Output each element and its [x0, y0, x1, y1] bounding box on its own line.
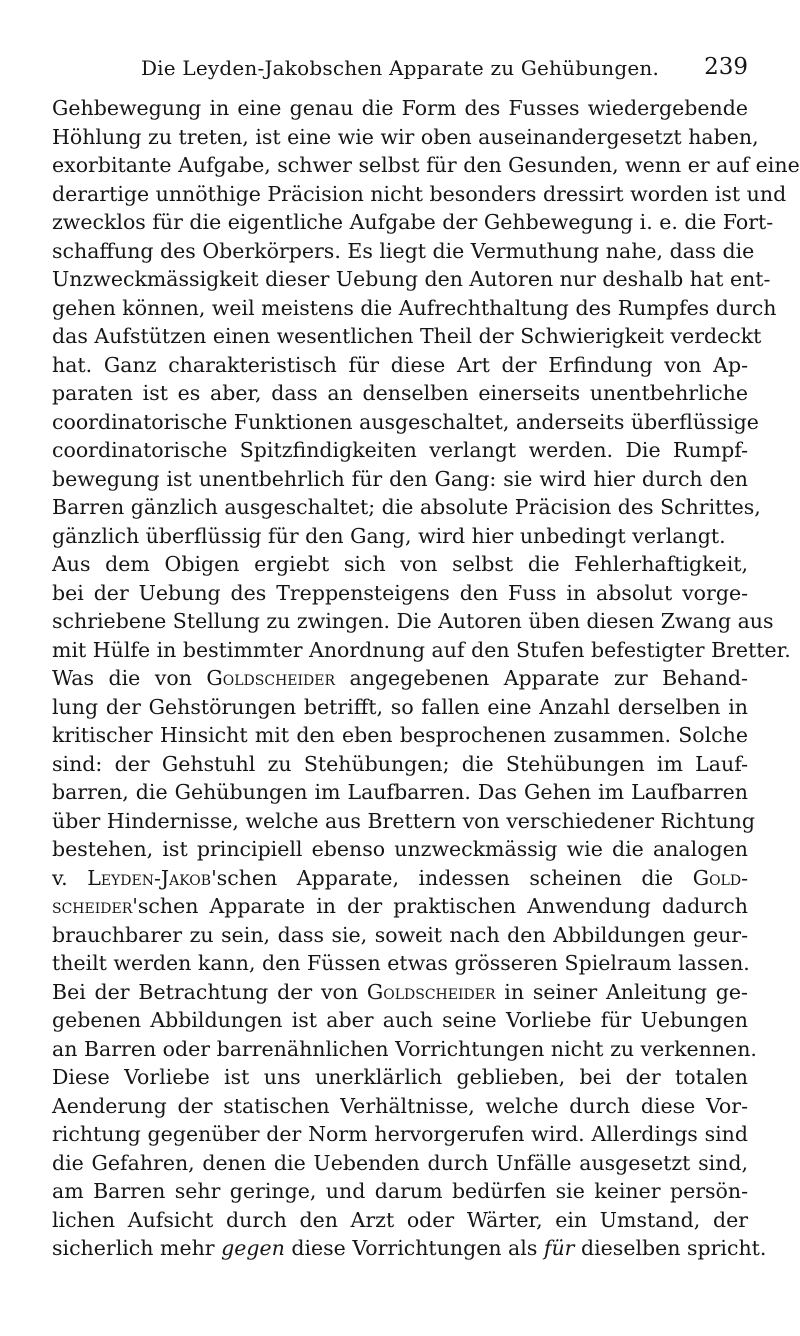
- text-line: Barren gänzlich ausgeschaltet; die absolute Präcision des Schrittes,: [52, 495, 761, 519]
- text-line: kritischer Hinsicht mit den eben besprochenen zusammen. Solche: [52, 723, 748, 747]
- text-line: zwecklos für die eigentliche Aufgabe der Gehbewegung i. e. die Fort-: [52, 210, 774, 234]
- text-line: an Barren oder barrenähnlichen Vorrichtungen nicht zu verkennen.: [52, 1036, 757, 1061]
- text-line: Gehbewegung in eine genau die Form des Fusses wiedergebende: [52, 96, 748, 120]
- text-line: Aus dem Obigen ergiebt sich von selbst die Fehlerhaftigkeit,: [52, 552, 748, 576]
- text-line: Diese Vorliebe ist uns unerklärlich geblieben, bei der totalen: [52, 1065, 748, 1089]
- text-line: am Barren sehr geringe, und darum bedürfen sie keiner persön-: [52, 1179, 748, 1203]
- text-line: Höhlung zu treten, ist eine wie wir oben auseinandergesetzt haben,: [52, 124, 759, 149]
- text-line: theilt werden kann, den Füssen etwas grösseren Spielraum lassen.: [52, 951, 750, 975]
- text-line: sicherlich mehr gegen diese Vorrichtungen als für dieselben spricht.: [52, 1236, 767, 1260]
- text-line: coordinatorische Spitzfindigkeiten verlangt werden. Die Rumpf-: [52, 438, 748, 462]
- body-text: [52, 94, 800, 1263]
- text-line: die Gefahren, denen die Uebenden durch Unfälle ausgesetzt sind,: [52, 1150, 748, 1175]
- running-head: [52, 56, 748, 90]
- text-line: Unzweckmässigkeit dieser Uebung den Autoren nur deshalb hat ent-: [52, 267, 771, 291]
- text-line: lichen Aufsicht durch den Arzt oder Wärter, ein Umstand, der: [52, 1207, 748, 1232]
- text-line: brauchbarer zu sein, dass sie, soweit nach den Abbildungen geur-: [52, 922, 748, 947]
- text-line: bewegung ist unentbehrlich für den Gang: sie wird hier durch den: [52, 466, 748, 491]
- text-line: paraten ist es aber, dass an denselben einerseits unentbehrliche: [52, 381, 748, 405]
- text-line: coordinatorische Funktionen ausgeschaltet, anderseits überflüssige: [52, 409, 759, 434]
- text-line: bei der Uebung des Treppensteigens den Fuss in absolut vorge-: [52, 580, 748, 605]
- text-line: scheider'schen Apparate in der praktischen Anwendung dadurch: [52, 894, 748, 918]
- text-line: hat. Ganz charakteristisch für diese Art der Erfindung von Ap-: [52, 352, 748, 377]
- text-line: bestehen, ist principiell ebenso unzweckmässig wie die analogen: [52, 837, 748, 861]
- text-line: mit Hülfe in bestimmter Anordnung auf den Stufen befestigter Bretter.: [52, 637, 791, 662]
- text-line: lung der Gehstörungen betrifft, so fallen eine Anzahl derselben in: [52, 694, 748, 719]
- text-line: Was die von Goldscheider angegebenen Apparate zur Behand-: [52, 666, 748, 690]
- running-title: Die Leyden-Jakobschen Apparate zu Gehübungen.: [140, 56, 660, 80]
- text-line: v. Leyden-Jakob'schen Apparate, indessen scheinen die Gold-: [52, 865, 748, 890]
- text-line: Aenderung der statischen Verhältnisse, welche durch diese Vor-: [52, 1093, 748, 1118]
- text-line: über Hindernisse, welche aus Brettern von verschiedener Richtung: [52, 808, 755, 833]
- text-line: barren, die Gehübungen im Laufbarren. Das Gehen im Laufbarren: [52, 780, 748, 804]
- text-line: exorbitante Aufgabe, schwer selbst für den Gesunden, wenn er auf eine: [52, 153, 800, 177]
- text-line: derartige unnöthige Präcision nicht besonders dressirt worden ist und: [52, 181, 787, 206]
- text-line: schaffung des Oberkörpers. Es liegt die Vermuthung nahe, dass die: [52, 238, 755, 263]
- page-number: 239: [704, 54, 748, 80]
- text-line: sind: der Gehstuhl zu Stehübungen; die Stehübungen im Lauf-: [52, 751, 748, 776]
- text-line: gänzlich überflüssig für den Gang, wird hier unbedingt verlangt.: [52, 523, 726, 548]
- text-line: gehen können, weil meistens die Aufrechthaltung des Rumpfes durch: [52, 295, 777, 320]
- text-line: gebenen Abbildungen ist aber auch seine Vorliebe für Uebungen: [52, 1008, 748, 1032]
- text-line: schriebene Stellung zu zwingen. Die Autoren üben diesen Zwang aus: [52, 609, 774, 633]
- text-line: Bei der Betrachtung der von Goldscheider in seiner Anleitung ge-: [52, 979, 748, 1004]
- text-line: richtung gegenüber der Norm hervorgerufen wird. Allerdings sind: [52, 1122, 748, 1146]
- text-line: das Aufstützen einen wesentlichen Theil der Schwierigkeit verdeckt: [52, 324, 762, 348]
